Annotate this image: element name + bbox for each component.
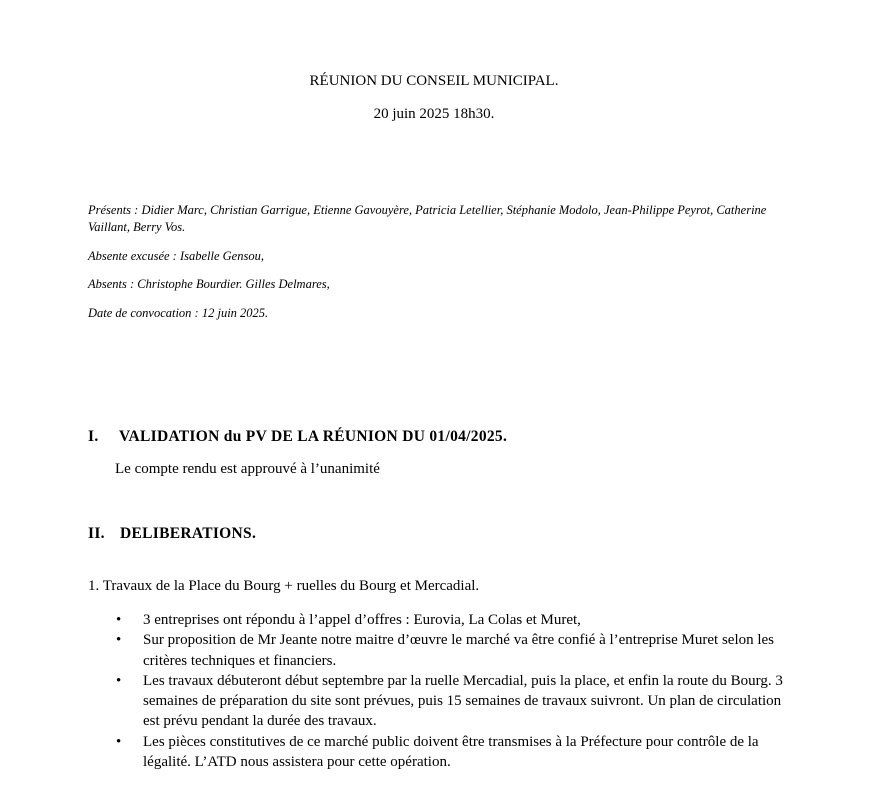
section-heading-validation	[88, 428, 507, 446]
absent-list: Absents : Christophe Bourdier. Gilles Delmares,	[88, 277, 330, 291]
section-number: II.	[88, 525, 105, 542]
bullet-icon: •	[116, 733, 122, 750]
section-title: DELIBERATIONS.	[120, 525, 257, 542]
convocation-date: Date de convocation : 12 juin 2025.	[88, 306, 269, 320]
bullet-icon: •	[116, 612, 122, 628]
list-item-text: Sur proposition de Mr Jeante notre maitre d’œuvre le marché va être confié à l’entreprise Muret selon les critères techniques et financiers.	[143, 632, 775, 669]
meeting-title: RÉUNION DU CONSEIL MUNICIPAL.	[309, 73, 559, 89]
deliberation-bullet-list	[110, 610, 790, 772]
meeting-date: 20 juin 2025 18h30.	[373, 106, 495, 122]
bullet-icon: •	[116, 632, 122, 649]
list-item	[110, 610, 790, 630]
list-item	[110, 630, 790, 671]
list-item-text: Les pièces constitutives de ce marché public doivent être transmises à la Préfecture pour contrôle de la légalité. L’ATD nous assistera pour cette opération.	[143, 733, 759, 771]
validation-text: Le compte rendu est approuvé à l’unanimité	[115, 461, 380, 477]
bullet-icon: •	[116, 672, 122, 689]
excused-absent: Absente excusée : Isabelle Gensou,	[88, 249, 264, 263]
attendees-present: Présents : Didier Marc, Christian Garrigue, Etienne Gavouyère, Patricia Letellier, Stéphanie Modolo, Jean-Philippe Peyrot, Catherine Vaillant, Berry Vos.	[88, 203, 767, 234]
list-item-text: Les travaux débuteront début septembre par la ruelle Mercadial, puis la place, et enfin la route du Bourg. 3 semaines de préparation du site sont prévues, puis 15 semaines de travaux suivront. Un plan de circulation est prévu pendant la durée des travaux.	[143, 672, 783, 730]
list-item-text: 3 entreprises ont répondu à l’appel d’offres : Eurovia, La Colas et Muret,	[143, 612, 581, 628]
list-item	[110, 732, 790, 773]
deliberation-item-title: 1. Travaux de la Place du Bourg + ruelles du Bourg et Mercadial.	[88, 578, 480, 594]
list-item	[110, 671, 790, 732]
section-number: I.	[88, 428, 99, 445]
section-heading-deliberations	[88, 525, 256, 543]
section-title: VALIDATION du PV DE LA RÉUNION DU 01/04/2025.	[119, 428, 508, 445]
